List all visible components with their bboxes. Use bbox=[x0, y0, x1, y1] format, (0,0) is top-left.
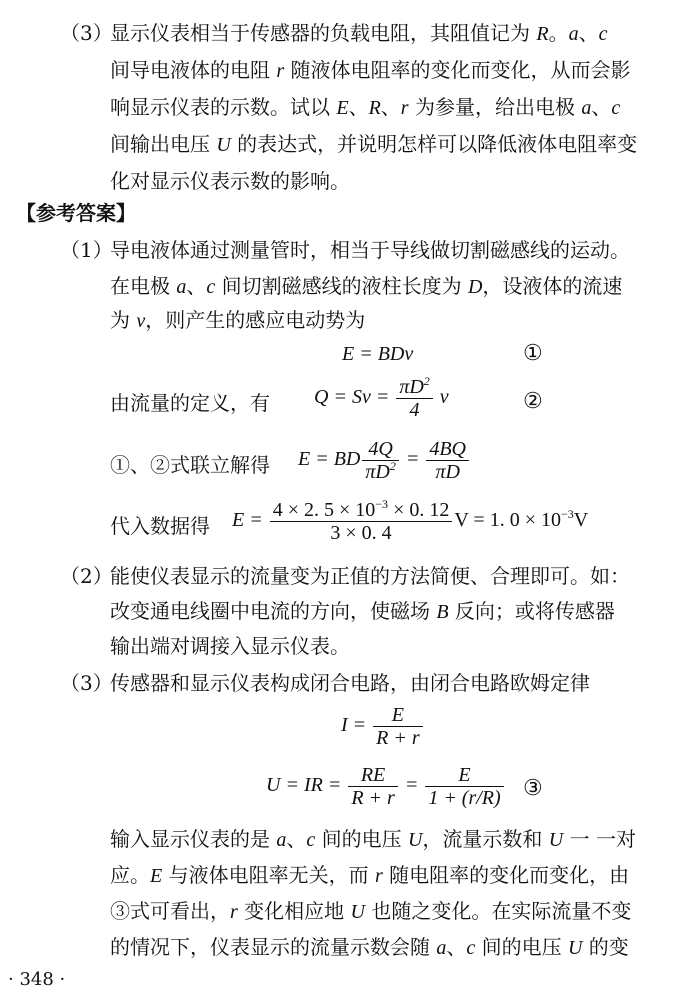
a2-line-1: 能使仪表显示的流量变为正值的方法简便、合理即可。如： bbox=[110, 564, 630, 588]
a1-line-6: 代入数据得 bbox=[110, 514, 210, 538]
equation-2: Q = Sv = $\frac{\pi D^2}{4}$ v bbox=[314, 374, 449, 421]
a1-line-5: ①、②式联立解得 bbox=[110, 453, 270, 477]
a2-line-3: 输出端对调接入显示仪表。 bbox=[110, 634, 350, 658]
a3-para-line-1: 输入显示仪表的是 a、c 间的电压 U，流量示数和 U 一 一对 bbox=[110, 827, 636, 851]
fraction: $\frac{E}{R + r}$ bbox=[373, 704, 423, 749]
equation-marker-3: ③ bbox=[523, 776, 543, 801]
q3-line-3: 响显示仪表的示数。试以 E、R、r 为参量，给出电极 a、c bbox=[110, 95, 621, 119]
q3-line-2: 间导电液体的电阻 r 随液体电阻率的变化而变化，从而会影 bbox=[110, 58, 631, 82]
fraction: $\frac{\pi D^2}{4}$ bbox=[396, 376, 432, 421]
equation-6: U = IR = $\frac{RE}{R + r}$ = $\frac{E}{1 + (r/R)}$ bbox=[266, 764, 506, 809]
fraction: $\frac{4BQ}{\pi D}$ bbox=[426, 438, 469, 483]
equation-5: I = $\frac{E}{R + r}$ bbox=[341, 704, 425, 749]
equation-4: E = $\frac{4 \times 2. 5 \times 10^{-3} \times 0. 12}{3 \times 0. 4}$ V = 1. $0 \times 10^{-3}V$ bbox=[232, 497, 589, 544]
a3-para-line-4: 的情况下，仪表显示的流量示数会随 a、c 间的电压 U 的变 bbox=[110, 935, 629, 959]
answer-heading: 【参考答案】 bbox=[16, 201, 136, 225]
a2-line-2: 改变通电线圈中电流的方向，使磁场 B 反向；或将传感器 bbox=[110, 599, 615, 623]
equation-1: E = BDv bbox=[342, 343, 414, 365]
a2-number: （2） bbox=[60, 564, 113, 588]
a3-number: （3） bbox=[60, 671, 113, 695]
a3-line-1: 传感器和显示仪表构成闭合电路，由闭合电路欧姆定律 bbox=[110, 671, 590, 695]
q3-line-5: 化对显示仪表示数的影响。 bbox=[110, 169, 350, 193]
a1-line-3: 为 v，则产生的感应电动势为 bbox=[110, 308, 366, 332]
a1-line-4: 由流量的定义，有 bbox=[110, 391, 270, 415]
equation-3: E = BD $\frac{4Q}{\pi D^2}$ = $\frac{4BQ}{\pi D}$ bbox=[298, 438, 471, 483]
a3-para-line-2: 应。E 与液体电阻率无关，而 r 随电阻率的变化而变化，由 bbox=[110, 863, 630, 887]
q3-number: （3） bbox=[60, 21, 113, 45]
equation-marker-2: ② bbox=[523, 389, 543, 414]
fraction: $\frac{4 \times 2. 5 \times 10^{-3} \times 0. 12}{3 \times 0. 4}$ bbox=[270, 499, 453, 544]
q3-line-1: 显示仪表相当于传感器的负载电阻，其阻值记为 R。a、c bbox=[110, 21, 608, 45]
a1-number: （1） bbox=[60, 238, 113, 262]
a1-line-2: 在电极 a、c 间切割磁感线的液柱长度为 D，设液体的流速 bbox=[110, 274, 623, 298]
fraction: $\frac{4Q}{\pi D^2}$ bbox=[362, 438, 398, 483]
fraction: $\frac{RE}{R + r}$ bbox=[348, 764, 398, 809]
q3-line-4: 间输出电压 U 的表达式，并说明怎样可以降低液体电阻率变 bbox=[110, 132, 638, 156]
page-number: · 348 · bbox=[8, 969, 66, 990]
equation-marker-1: ① bbox=[523, 341, 543, 366]
a3-para-line-3: ③式可看出，r 变化相应地 U 也随之变化。在实际流量不变 bbox=[110, 899, 632, 923]
a1-line-1: 导电液体通过测量管时，相当于导线做切割磁感线的运动。 bbox=[110, 238, 630, 262]
fraction: $\frac{E}{1 + (r/R)}$ bbox=[425, 764, 503, 809]
